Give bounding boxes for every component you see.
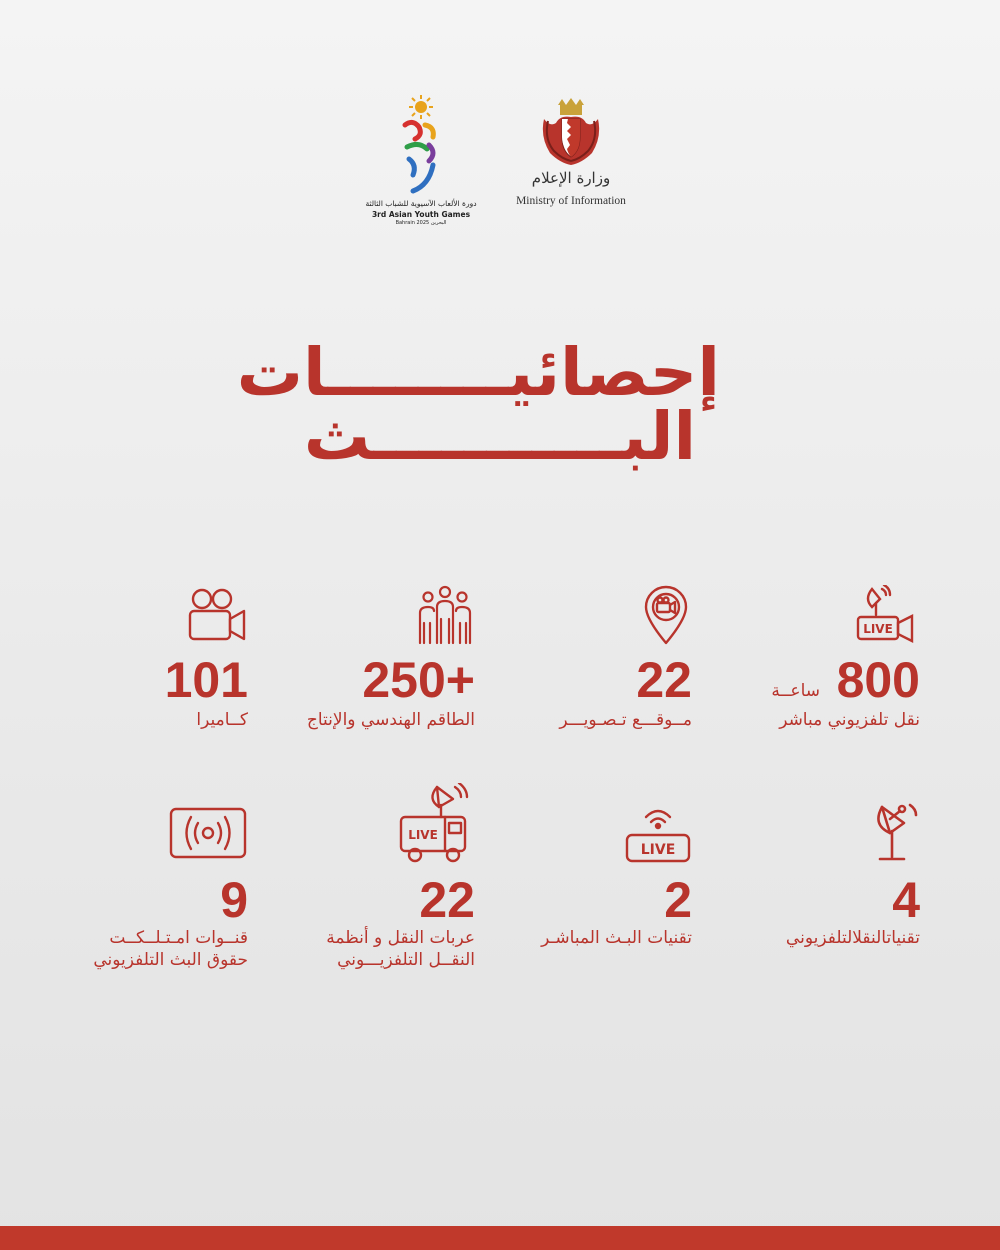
stat-value: 2 xyxy=(664,872,692,928)
svg-text:LIVE: LIVE xyxy=(640,842,676,858)
live-signal-icon xyxy=(624,803,692,865)
stat-unit: ساعــة xyxy=(771,681,820,701)
stat-label: تقنياتالنقلالتلفزيوني xyxy=(785,928,920,948)
live-broadcast-camera-icon xyxy=(854,585,918,645)
stat-label-line-2: حقوق البث التلفزيوني xyxy=(93,950,248,970)
stat-value: 800 xyxy=(836,652,920,708)
stat-label: كــاميرا xyxy=(196,710,248,730)
ayg-english-name: 3rd Asian Youth Games xyxy=(371,210,471,219)
stat-value: 22 xyxy=(636,652,692,708)
stat-label-line-2: النقــل التلفزيـــوني xyxy=(337,950,475,970)
bottom-accent-bar xyxy=(0,1226,1000,1250)
ayg-arabic-name: دورة الألعاب الآسيوية للشباب الثالثة xyxy=(365,199,477,208)
page-title-line-2: البـــــــــــث xyxy=(303,398,697,475)
page-title-line-1: إحصائيــــــــات xyxy=(236,334,720,411)
stat-value: 9 xyxy=(220,872,248,928)
stat-label: مــوقـــع تـصـويـــر xyxy=(559,710,692,730)
svg-text:LIVE: LIVE xyxy=(408,828,438,842)
stat-value: 101 xyxy=(164,652,248,708)
asian-youth-games-emblem-icon xyxy=(399,95,443,195)
team-people-icon xyxy=(415,585,475,645)
location-camera-pin-icon xyxy=(642,585,690,645)
stat-label: عربات النقل و أنظمة xyxy=(326,928,475,948)
stat-value: 22 xyxy=(419,872,475,928)
header-logos xyxy=(0,95,1000,245)
stat-label: قنــوات امـتـلــكــت xyxy=(109,928,248,948)
stat-label: الطاقم الهندسي والإنتاج xyxy=(306,710,475,730)
asian-youth-games-logo xyxy=(365,95,477,235)
ayg-sub-text: Bahrain 2025 البحرين xyxy=(395,220,447,226)
svg-text:LIVE: LIVE xyxy=(863,622,893,636)
ob-van-icon xyxy=(397,783,475,865)
moi-english-name: Ministry of Information xyxy=(516,195,626,207)
broadcast-screen-icon xyxy=(168,803,248,861)
stat-value: 250+ xyxy=(362,652,475,708)
stat-label: تقنيات البـث المباشـر xyxy=(541,928,692,948)
video-camera-icon xyxy=(186,585,248,645)
moi-arabic-name: وزارة الإعلام xyxy=(531,169,611,187)
stat-value: 4 xyxy=(892,872,920,928)
ministry-of-information-logo xyxy=(508,95,634,215)
stat-label: نقل تلفزيوني مباشر xyxy=(779,710,920,730)
bahrain-coat-of-arms-icon xyxy=(538,97,604,167)
satellite-dish-icon xyxy=(874,803,920,863)
